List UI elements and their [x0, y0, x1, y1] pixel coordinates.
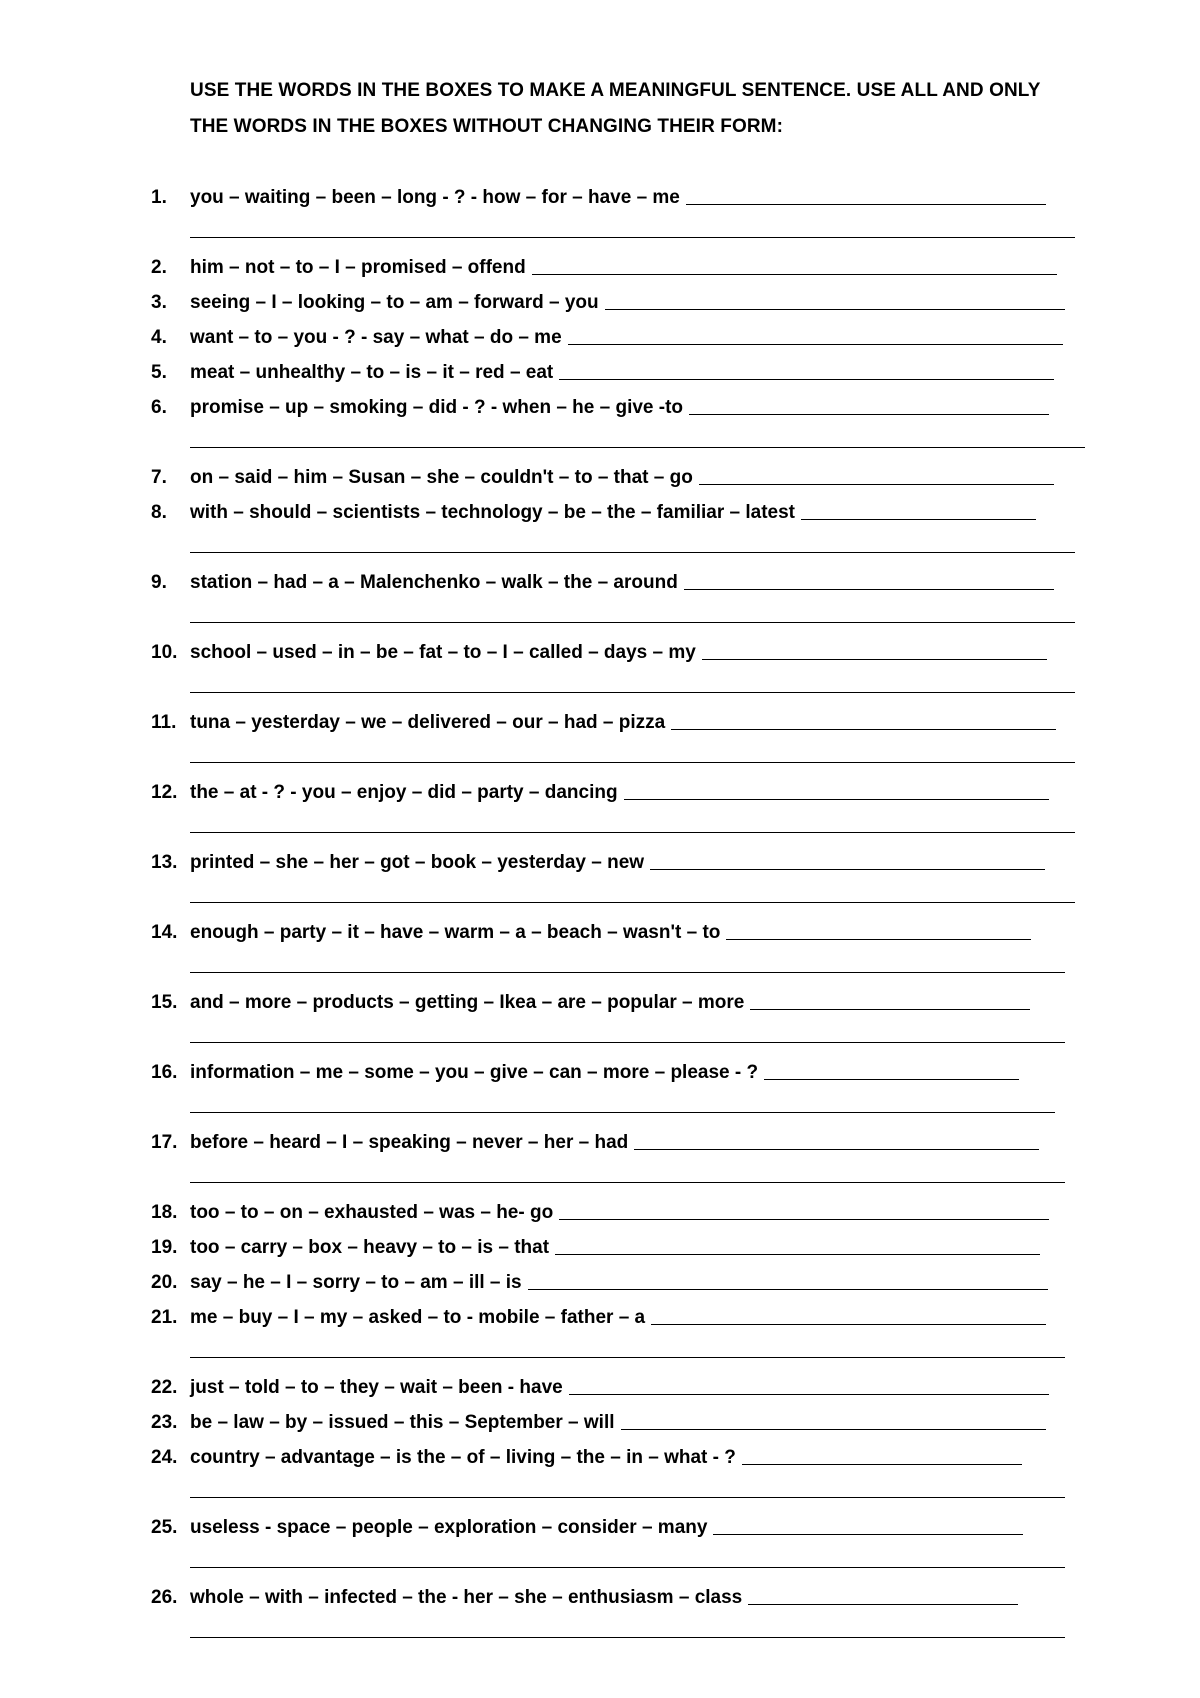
item-number: 11. — [151, 712, 177, 733]
item-number: 10. — [151, 642, 178, 663]
exercise-item-9 — [151, 559, 1054, 594]
exercise-item-3 — [151, 279, 1065, 314]
answer-line[interactable] — [605, 285, 1065, 310]
exercise-item-12 — [151, 769, 1049, 804]
answer-line[interactable] — [555, 1230, 1040, 1255]
answer-continuation-line[interactable] — [190, 237, 1075, 238]
item-number: 24. — [151, 1447, 178, 1468]
answer-continuation-line[interactable] — [190, 622, 1075, 623]
exercise-item-21 — [151, 1294, 1046, 1329]
item-number: 21. — [151, 1307, 178, 1328]
word-list: useless - space – people – exploration – consider – many — [190, 1517, 708, 1538]
answer-continuation-line[interactable] — [190, 1112, 1055, 1113]
answer-line[interactable] — [689, 390, 1049, 415]
answer-line[interactable] — [650, 845, 1045, 870]
item-number: 16. — [151, 1062, 178, 1083]
word-list: too – to – on – exhausted – was – he- go — [190, 1202, 554, 1223]
item-number: 12. — [151, 782, 178, 803]
word-list: station – had – a – Malenchenko – walk – the – around — [190, 572, 678, 593]
exercise-item-22 — [151, 1364, 1049, 1399]
word-list: country – advantage – is the – of – living – the – in – what - ? — [190, 1447, 736, 1468]
exercise-item-6 — [151, 384, 1049, 419]
item-number: 2. — [151, 257, 167, 278]
exercise-item-16 — [151, 1049, 1019, 1084]
instructions — [190, 73, 1110, 145]
answer-line[interactable] — [569, 1370, 1049, 1395]
word-list: seeing – I – looking – to – am – forward – you — [190, 292, 599, 313]
item-number: 19. — [151, 1237, 178, 1258]
word-list: me – buy – I – my – asked – to - mobile – father – a — [190, 1307, 646, 1328]
answer-line[interactable] — [568, 320, 1063, 345]
answer-line[interactable] — [702, 635, 1047, 660]
word-list: and – more – products – getting – Ikea – are – popular – more — [190, 992, 745, 1013]
word-list: information – me – some – you – give – can – more – please - ? — [190, 1062, 759, 1083]
answer-line[interactable] — [742, 1440, 1022, 1465]
answer-line[interactable] — [621, 1405, 1046, 1430]
word-list: tuna – yesterday – we – delivered – our – had – pizza — [190, 712, 666, 733]
answer-continuation-line[interactable] — [190, 1497, 1065, 1498]
instructions-line-1: USE THE WORDS IN THE BOXES TO MAKE A MEANINGFUL SENTENCE. USE ALL AND ONLY — [190, 80, 1041, 101]
word-list: meat – unhealthy – to – is – it – red – eat — [190, 362, 554, 383]
word-list: with – should – scientists – technology – be – the – familiar – latest — [190, 502, 796, 523]
exercise-item-19 — [151, 1224, 1040, 1259]
exercise-item-5 — [151, 349, 1054, 384]
answer-line[interactable] — [684, 565, 1054, 590]
word-list: printed – she – her – got – book – yesterday – new — [190, 852, 645, 873]
word-list: too – carry – box – heavy – to – is – that — [190, 1237, 550, 1258]
answer-line[interactable] — [528, 1265, 1048, 1290]
answer-continuation-line[interactable] — [190, 447, 1085, 448]
item-number: 4. — [151, 327, 167, 348]
exercise-item-20 — [151, 1259, 1048, 1294]
word-list: school – used – in – be – fat – to – I – called – days – my — [190, 642, 696, 663]
answer-line[interactable] — [634, 1125, 1039, 1150]
answer-continuation-line[interactable] — [190, 552, 1075, 553]
item-number: 22. — [151, 1377, 178, 1398]
exercise-item-24 — [151, 1434, 1022, 1469]
exercise-item-4 — [151, 314, 1063, 349]
answer-line[interactable] — [686, 180, 1046, 205]
item-number: 20. — [151, 1272, 178, 1293]
answer-continuation-line[interactable] — [190, 692, 1075, 693]
answer-line[interactable] — [671, 705, 1056, 730]
exercise-item-17 — [151, 1119, 1039, 1154]
word-list: promise – up – smoking – did - ? - when – he – give -to — [190, 397, 684, 418]
word-list: say – he – I – sorry – to – am – ill – is — [190, 1272, 522, 1293]
word-list: be – law – by – issued – this – September – will — [190, 1412, 615, 1433]
exercise-item-14 — [151, 909, 1031, 944]
exercise-item-18 — [151, 1189, 1049, 1224]
answer-line[interactable] — [651, 1300, 1046, 1325]
word-list: want – to – you - ? - say – what – do – me — [190, 327, 562, 348]
exercise-item-10 — [151, 629, 1047, 664]
item-number: 3. — [151, 292, 167, 313]
word-list: the – at - ? - you – enjoy – did – party – dancing — [190, 782, 618, 803]
item-number: 6. — [151, 397, 167, 418]
exercise-item-23 — [151, 1399, 1046, 1434]
answer-line[interactable] — [559, 1195, 1049, 1220]
exercise-item-26 — [151, 1574, 1018, 1609]
answer-line[interactable] — [624, 775, 1049, 800]
item-number: 25. — [151, 1517, 178, 1538]
item-number: 23. — [151, 1412, 178, 1433]
exercise-item-15 — [151, 979, 1030, 1014]
item-number: 14. — [151, 922, 178, 943]
item-number: 18. — [151, 1202, 178, 1223]
word-list: you – waiting – been – long - ? - how – for – have – me — [190, 187, 680, 208]
answer-continuation-line[interactable] — [190, 902, 1075, 903]
item-number: 5. — [151, 362, 167, 383]
answer-line[interactable] — [750, 985, 1030, 1010]
word-list: before – heard – I – speaking – never – her – had — [190, 1132, 629, 1153]
item-number: 26. — [151, 1587, 178, 1608]
item-number: 7. — [151, 467, 167, 488]
exercise-item-1 — [151, 174, 1046, 209]
answer-line[interactable] — [801, 495, 1036, 520]
exercise-item-13 — [151, 839, 1045, 874]
word-list: just – told – to – they – wait – been - have — [190, 1377, 563, 1398]
answer-line[interactable] — [699, 460, 1054, 485]
exercise-item-7 — [151, 454, 1054, 489]
exercise-item-2 — [151, 244, 1057, 279]
answer-continuation-line[interactable] — [190, 1042, 1065, 1043]
answer-line[interactable] — [764, 1055, 1019, 1080]
answer-continuation-line[interactable] — [190, 1182, 1065, 1183]
answer-line[interactable] — [713, 1510, 1023, 1535]
answer-line[interactable] — [559, 355, 1054, 380]
item-number: 9. — [151, 572, 167, 593]
answer-line[interactable] — [726, 915, 1031, 940]
word-list: enough – party – it – have – warm – a – beach – wasn't – to — [190, 922, 721, 943]
answer-line[interactable] — [532, 250, 1057, 275]
answer-continuation-line[interactable] — [190, 972, 1065, 973]
word-list: whole – with – infected – the - her – she – enthusiasm – class — [190, 1587, 743, 1608]
item-number: 15. — [151, 992, 178, 1013]
answer-continuation-line[interactable] — [190, 1357, 1065, 1358]
answer-continuation-line[interactable] — [190, 832, 1075, 833]
item-number: 17. — [151, 1132, 178, 1153]
answer-continuation-line[interactable] — [190, 762, 1075, 763]
exercise-item-25 — [151, 1504, 1023, 1539]
answer-line[interactable] — [748, 1580, 1018, 1605]
exercise-item-8 — [151, 489, 1036, 524]
word-list: him – not – to – I – promised – offend — [190, 257, 526, 278]
answer-continuation-line[interactable] — [190, 1637, 1065, 1638]
item-number: 13. — [151, 852, 178, 873]
answer-continuation-line[interactable] — [190, 1567, 1065, 1568]
word-list: on – said – him – Susan – she – couldn't – to – that – go — [190, 467, 693, 488]
item-number: 1. — [151, 187, 167, 208]
instructions-line-2: THE WORDS IN THE BOXES WITHOUT CHANGING THEIR FORM: — [190, 116, 784, 137]
item-number: 8. — [151, 502, 167, 523]
exercise-item-11 — [151, 699, 1056, 734]
